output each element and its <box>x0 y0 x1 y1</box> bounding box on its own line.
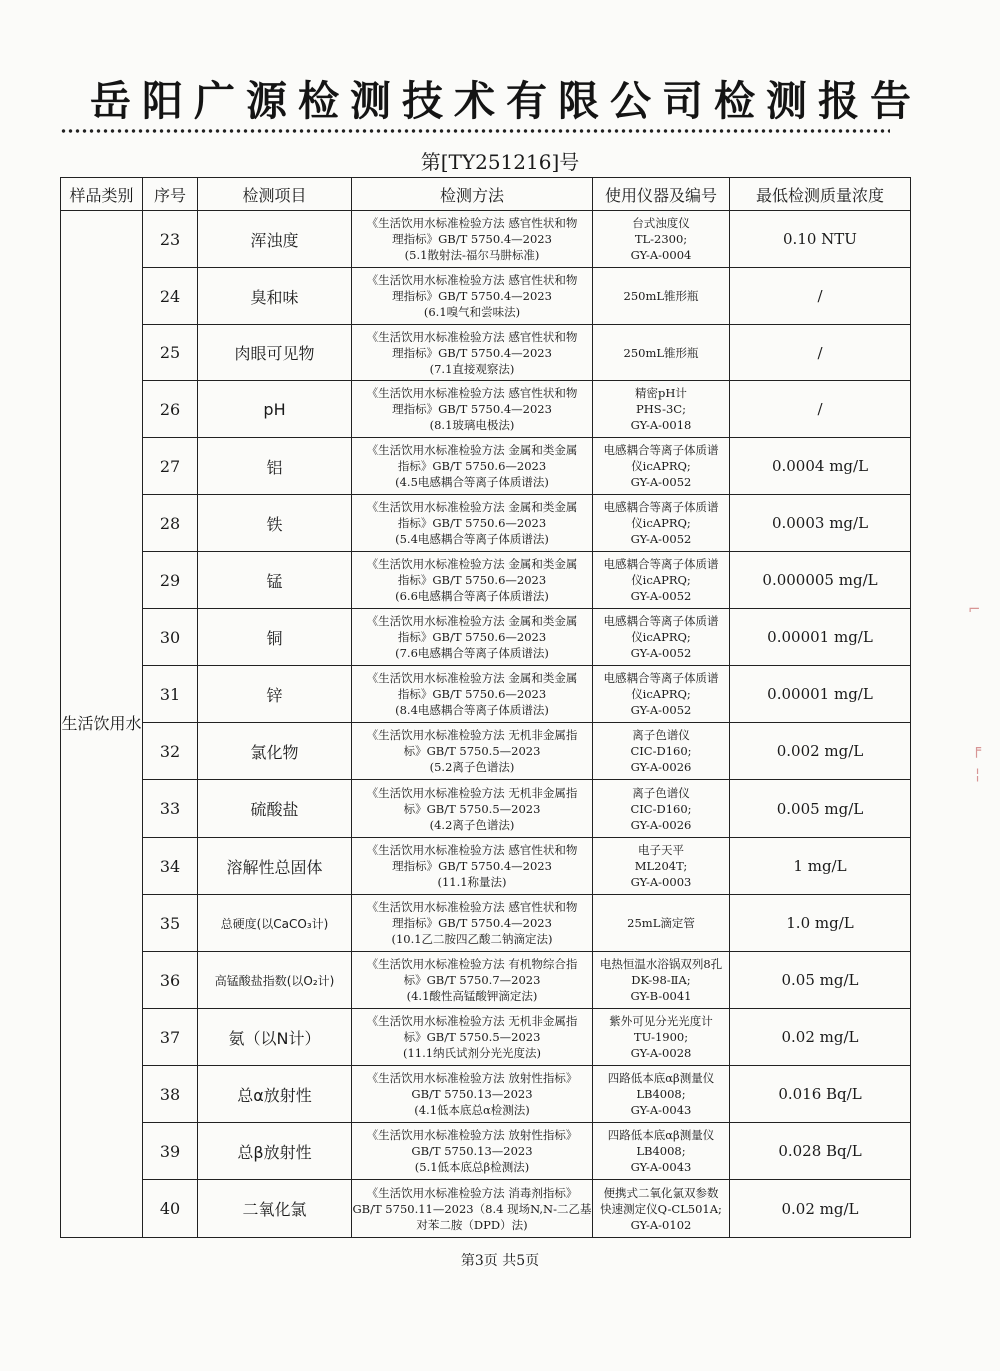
instrument-cell <box>593 325 730 381</box>
serial-no-cell: 29 <box>143 552 198 609</box>
company-report-title: 岳阳广源检测技术有限公司检测报告 <box>90 77 922 125</box>
serial-no-cell: 34 <box>143 838 198 895</box>
instrument-line: 四路低本底αβ测量仪 <box>607 1071 715 1085</box>
method-line: 《生活饮用水标准检验方法 感官性状和物 <box>366 843 578 857</box>
serial-no-cell: 23 <box>143 211 198 268</box>
instrument-line: 仪icAPRQ; <box>631 573 691 587</box>
detection-limit-cell: 0.0004 mg/L <box>730 438 911 495</box>
test-items-table <box>60 177 911 1238</box>
instrument-line: GY-A-0026 <box>630 817 692 832</box>
table-header-row <box>61 178 911 211</box>
method-line: 指标》GB/T 5750.6—2023 <box>397 516 547 530</box>
method-line: (5.2离子色谱法) <box>429 760 515 774</box>
test-method-cell <box>352 211 593 268</box>
report-number: 第[TY251216]号 <box>420 150 580 174</box>
test-method-cell <box>352 268 593 325</box>
test-item-cell: 总α放射性 <box>198 1066 352 1123</box>
instrument-line: CIC-D160; <box>630 744 692 758</box>
test-method-cell <box>352 1123 593 1180</box>
detection-limit-cell: 1.0 mg/L <box>730 895 911 952</box>
test-method-cell <box>352 1066 593 1123</box>
test-method-cell <box>352 666 593 723</box>
instrument-cell <box>593 780 730 838</box>
instrument-line: LB4008; <box>636 1087 686 1101</box>
instrument-line: LB4008; <box>636 1144 686 1158</box>
table-row <box>61 495 911 552</box>
method-line: (5.1低本底总β检测法) <box>414 1160 530 1174</box>
detection-limit-cell: / <box>730 325 911 381</box>
instrument-cell <box>593 838 730 895</box>
instrument-line: GY-A-0028 <box>630 1046 692 1060</box>
instrument-cell <box>593 438 730 495</box>
serial-no-cell: 24 <box>143 268 198 325</box>
table-row <box>61 1009 911 1066</box>
method-line: (8.1玻璃电极法) <box>429 418 515 432</box>
method-line: 标》GB/T 5750.5—2023 <box>403 744 541 758</box>
method-line: 理指标》GB/T 5750.4—2023 <box>392 859 552 873</box>
detection-limit-cell: 0.002 mg/L <box>730 723 911 780</box>
detection-limit-cell: 0.00001 mg/L <box>730 609 911 666</box>
method-line: (11.1称量法) <box>437 875 507 889</box>
instrument-line: 离子色谱仪 <box>632 728 690 742</box>
method-line: 对苯二胺（DPD）法) <box>416 1217 528 1232</box>
method-line: 《生活饮用水标准检验方法 无机非金属指 <box>366 728 578 742</box>
instrument-line: GY-A-0018 <box>630 418 692 432</box>
method-line: 指标》GB/T 5750.6—2023 <box>397 573 547 587</box>
instrument-line: GY-A-0004 <box>630 248 692 262</box>
serial-no-cell: 25 <box>143 325 198 381</box>
detection-limit-cell: 0.016 Bq/L <box>730 1066 911 1123</box>
instrument-line: 紫外可见分光光度计 <box>609 1014 713 1028</box>
instrument-line: 250mL锥形瓶 <box>623 289 699 303</box>
table-row <box>61 1066 911 1123</box>
test-method-cell <box>352 780 593 838</box>
instrument-line: GY-A-0043 <box>630 1103 692 1117</box>
method-line: 指标》GB/T 5750.6—2023 <box>397 687 547 701</box>
instrument-cell <box>593 723 730 780</box>
method-line: GB/T 5750.13—2023 <box>411 1144 533 1158</box>
table-row <box>61 381 911 438</box>
test-method-cell <box>352 325 593 381</box>
method-line: (4.5电感耦合等离子体质谱法) <box>395 475 549 489</box>
test-method-cell <box>352 381 593 438</box>
instrument-line: 便携式二氧化氯双参数 <box>603 1185 719 1200</box>
test-method-cell <box>352 495 593 552</box>
instrument-line: DK-98-ⅡA; <box>631 973 691 987</box>
method-line: 《生活饮用水标准检验方法 无机非金属指 <box>366 1014 578 1028</box>
instrument-line: TL-2300; <box>634 232 688 246</box>
table-row <box>61 552 911 609</box>
test-method-cell <box>352 609 593 666</box>
test-method-cell <box>352 895 593 952</box>
page-footer: 第3页 共5页 <box>460 1253 540 1269</box>
table-row <box>61 838 911 895</box>
method-line: (7.1直接观察法) <box>429 361 515 376</box>
method-line: 《生活饮用水标准检验方法 金属和类金属 <box>366 614 578 628</box>
table-row <box>61 666 911 723</box>
instrument-cell <box>593 666 730 723</box>
method-line: 《生活饮用水标准检验方法 感官性状和物 <box>366 273 578 287</box>
serial-no-cell: 40 <box>143 1180 198 1238</box>
method-line: 标》GB/T 5750.5—2023 <box>403 1030 541 1044</box>
stamp-mark: ¦ <box>975 765 981 783</box>
table-row <box>61 268 911 325</box>
instrument-line: 仪icAPRQ; <box>631 516 691 530</box>
test-method-cell <box>352 1180 593 1238</box>
method-line: 《生活饮用水标准检验方法 金属和类金属 <box>366 500 578 514</box>
method-line: 《生活饮用水标准检验方法 感官性状和物 <box>366 900 578 914</box>
table-row <box>61 952 911 1009</box>
test-item-cell: 铝 <box>198 438 352 495</box>
method-line: 指标》GB/T 5750.6—2023 <box>397 630 547 644</box>
table-row <box>61 609 911 666</box>
method-line: 《生活饮用水标准检验方法 感官性状和物 <box>366 386 578 400</box>
detection-limit-cell: 1 mg/L <box>730 838 911 895</box>
instrument-line: 台式浊度仪 <box>632 216 690 230</box>
header-detection-limit: 最低检测质量浓度 <box>730 178 911 211</box>
instrument-line: GY-A-0052 <box>630 475 692 489</box>
method-line: 《生活饮用水标准检验方法 金属和类金属 <box>366 443 578 457</box>
instrument-line: GY-A-0052 <box>630 646 692 660</box>
test-item-cell: 铁 <box>198 495 352 552</box>
header-test-method: 检测方法 <box>352 178 593 211</box>
detection-limit-cell: 0.0003 mg/L <box>730 495 911 552</box>
test-item-cell: 锌 <box>198 666 352 723</box>
table-row <box>61 723 911 780</box>
method-line: 标》GB/T 5750.5—2023 <box>403 801 541 816</box>
method-line: 标》GB/T 5750.7—2023 <box>403 973 541 987</box>
instrument-line: 仪icAPRQ; <box>631 687 691 701</box>
detection-limit-cell: 0.02 mg/L <box>730 1009 911 1066</box>
test-method-cell <box>352 838 593 895</box>
test-item-cell: 浑浊度 <box>198 211 352 268</box>
detection-limit-cell: 0.02 mg/L <box>730 1180 911 1238</box>
test-item-cell: 肉眼可见物 <box>198 325 352 381</box>
instrument-cell <box>593 381 730 438</box>
instrument-line: GY-A-0052 <box>630 532 692 546</box>
instrument-line: 电感耦合等离子体质谱 <box>603 671 719 685</box>
detection-limit-cell: 0.028 Bq/L <box>730 1123 911 1180</box>
method-line: 《生活饮用水标准检验方法 有机物综合指 <box>366 957 578 971</box>
serial-no-cell: 35 <box>143 895 198 952</box>
method-line: (8.4电感耦合等离子体质谱法) <box>395 703 549 717</box>
test-item-cell: 臭和味 <box>198 268 352 325</box>
table-row <box>61 325 911 381</box>
serial-no-cell: 28 <box>143 495 198 552</box>
method-line: 《生活饮用水标准检验方法 无机非金属指 <box>366 785 578 800</box>
dotted-divider <box>60 128 890 134</box>
detection-limit-cell: 0.005 mg/L <box>730 780 911 838</box>
instrument-cell <box>593 552 730 609</box>
instrument-line: TU-1900; <box>633 1030 689 1044</box>
sample-category-cell: 生活饮用水 <box>61 211 143 1238</box>
instrument-line: PHS-3C; <box>636 402 686 416</box>
instrument-line: 四路低本底αβ测量仪 <box>607 1128 715 1142</box>
method-line: GB/T 5750.13—2023 <box>411 1087 533 1101</box>
method-line: 《生活饮用水标准检验方法 金属和类金属 <box>366 671 578 685</box>
instrument-cell <box>593 1009 730 1066</box>
method-line: (6.1嗅气和尝味法) <box>423 305 521 319</box>
method-line: 《生活饮用水标准检验方法 感官性状和物 <box>366 329 578 344</box>
instrument-line: 电感耦合等离子体质谱 <box>603 500 719 514</box>
instrument-line: 25mL滴定管 <box>627 916 695 930</box>
header-instrument: 使用仪器及编号 <box>593 178 730 211</box>
instrument-line: GY-A-0003 <box>630 875 692 889</box>
serial-no-cell: 26 <box>143 381 198 438</box>
instrument-cell <box>593 211 730 268</box>
serial-no-cell: 30 <box>143 609 198 666</box>
method-line: 理指标》GB/T 5750.4—2023 <box>392 289 552 303</box>
instrument-line: 离子色谱仪 <box>632 785 690 800</box>
method-line: (10.1乙二胺四乙酸二钠滴定法) <box>391 932 553 946</box>
method-line: GB/T 5750.11—2023（8.4 现场N,N-二乙基 <box>352 1201 592 1216</box>
instrument-line: 仪icAPRQ; <box>631 630 691 644</box>
detection-limit-cell: / <box>730 381 911 438</box>
instrument-line: GY-A-0043 <box>630 1160 692 1174</box>
detection-limit-cell: 0.000005 mg/L <box>730 552 911 609</box>
instrument-line: GY-A-0026 <box>630 760 692 774</box>
table-row <box>61 211 911 268</box>
instrument-cell <box>593 952 730 1009</box>
serial-no-cell: 37 <box>143 1009 198 1066</box>
instrument-line: GY-A-0102 <box>630 1217 692 1232</box>
test-item-cell: 总β放射性 <box>198 1123 352 1180</box>
detection-limit-cell: 0.05 mg/L <box>730 952 911 1009</box>
instrument-line: 电感耦合等离子体质谱 <box>603 557 719 571</box>
table-row <box>61 438 911 495</box>
instrument-cell <box>593 1180 730 1238</box>
method-line: 指标》GB/T 5750.6—2023 <box>397 459 547 473</box>
instrument-line: 电感耦合等离子体质谱 <box>603 443 719 457</box>
method-line: (7.6电感耦合等离子体质谱法) <box>395 646 549 660</box>
test-item-cell: 铜 <box>198 609 352 666</box>
instrument-cell <box>593 609 730 666</box>
method-line: 理指标》GB/T 5750.4—2023 <box>392 345 552 360</box>
test-item-cell: 溶解性总固体 <box>198 838 352 895</box>
serial-no-cell: 38 <box>143 1066 198 1123</box>
serial-no-cell: 31 <box>143 666 198 723</box>
test-method-cell <box>352 952 593 1009</box>
serial-no-cell: 39 <box>143 1123 198 1180</box>
method-line: 《生活饮用水标准检验方法 感官性状和物 <box>366 216 578 230</box>
method-line: 《生活饮用水标准检验方法 放射性指标》 <box>366 1128 578 1142</box>
instrument-line: GY-A-0052 <box>630 703 692 717</box>
test-item-cell: 二氧化氯 <box>198 1180 352 1238</box>
serial-no-cell: 33 <box>143 780 198 838</box>
header-serial-no: 序号 <box>143 178 198 211</box>
instrument-line: CIC-D160; <box>630 801 692 816</box>
method-line: (4.1酸性高锰酸钾滴定法) <box>406 989 538 1003</box>
instrument-line: 仪icAPRQ; <box>631 459 691 473</box>
stamp-mark: ╒ <box>972 740 982 758</box>
serial-no-cell: 32 <box>143 723 198 780</box>
instrument-cell <box>593 268 730 325</box>
test-method-cell <box>352 1009 593 1066</box>
detection-limit-cell: / <box>730 268 911 325</box>
test-item-cell: 总硬度(以CaCO₃计) <box>198 895 352 952</box>
method-line: 理指标》GB/T 5750.4—2023 <box>392 916 552 930</box>
method-line: (4.2离子色谱法) <box>429 817 515 832</box>
instrument-line: 250mL锥形瓶 <box>623 345 699 360</box>
method-line: (11.1纳氏试剂分光光度法) <box>402 1046 542 1060</box>
instrument-cell <box>593 1066 730 1123</box>
test-item-cell: 氯化物 <box>198 723 352 780</box>
method-line: 理指标》GB/T 5750.4—2023 <box>392 232 552 246</box>
instrument-cell <box>593 895 730 952</box>
method-line: (4.1低本底总α检测法) <box>414 1103 530 1117</box>
serial-no-cell: 36 <box>143 952 198 1009</box>
instrument-cell <box>593 495 730 552</box>
header-sample-category: 样品类别 <box>61 178 143 211</box>
method-line: 理指标》GB/T 5750.4—2023 <box>392 402 552 416</box>
instrument-line: 电子天平 <box>638 843 684 857</box>
method-line: 《生活饮用水标准检验方法 消毒剂指标》 <box>366 1185 578 1200</box>
test-method-cell <box>352 438 593 495</box>
test-item-cell: 氨（以N计） <box>198 1009 352 1066</box>
instrument-line: 精密pH计 <box>635 386 687 400</box>
method-line: (5.1散射法-福尔马肼标准) <box>404 248 540 262</box>
instrument-line: GY-A-0052 <box>630 589 692 603</box>
table-row <box>61 1180 911 1238</box>
serial-no-cell: 27 <box>143 438 198 495</box>
detection-limit-cell: 0.10 NTU <box>730 211 911 268</box>
method-line: (5.4电感耦合等离子体质谱法) <box>395 532 549 546</box>
table-row <box>61 780 911 838</box>
stamp-mark: ⌐ <box>968 600 981 618</box>
test-item-cell: 锰 <box>198 552 352 609</box>
instrument-line: GY-B-0041 <box>630 989 692 1003</box>
test-item-cell: pH <box>198 381 352 438</box>
test-method-cell <box>352 723 593 780</box>
method-line: 《生活饮用水标准检验方法 放射性指标》 <box>366 1071 578 1085</box>
instrument-line: 电感耦合等离子体质谱 <box>603 614 719 628</box>
test-item-cell: 高锰酸盐指数(以O₂计) <box>198 952 352 1009</box>
detection-limit-cell: 0.00001 mg/L <box>730 666 911 723</box>
test-item-cell: 硫酸盐 <box>198 780 352 838</box>
method-line: 《生活饮用水标准检验方法 金属和类金属 <box>366 557 578 571</box>
method-line: (6.6电感耦合等离子体质谱法) <box>395 589 549 603</box>
instrument-line: 快速测定仪Q-CL501A; <box>600 1201 722 1216</box>
test-method-cell <box>352 552 593 609</box>
instrument-line: ML204T; <box>634 859 688 873</box>
instrument-line: 电热恒温水浴锅双列8孔 <box>599 957 723 971</box>
table-row <box>61 895 911 952</box>
header-test-item: 检测项目 <box>198 178 352 211</box>
table-row <box>61 1123 911 1180</box>
instrument-cell <box>593 1123 730 1180</box>
